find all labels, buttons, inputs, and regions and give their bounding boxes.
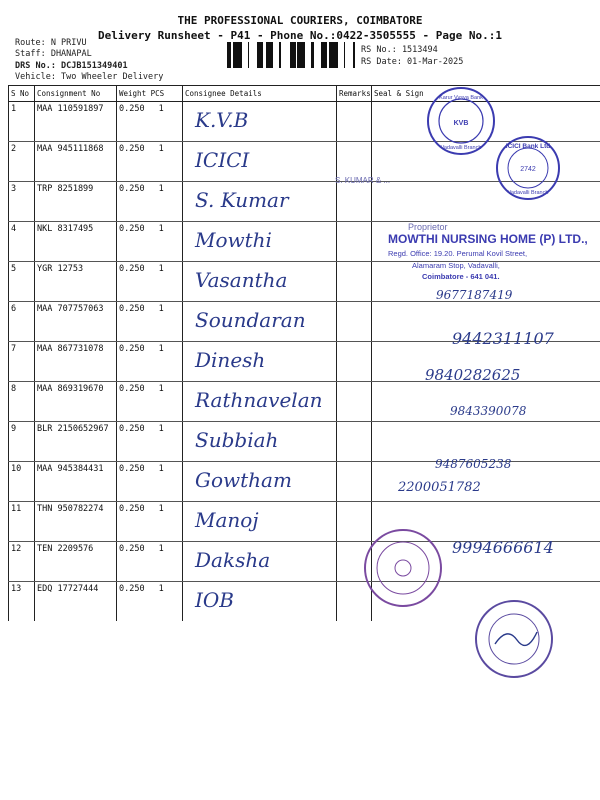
cell-consignment: TRP 8251899 [35, 182, 117, 222]
consignee-signature: Dinesh [195, 348, 266, 372]
cell-sno: 7 [9, 342, 35, 382]
cell-pcs: 1 [158, 504, 164, 514]
col-pcs-header: PCS [150, 89, 165, 98]
col-seal-header: Seal & Sign [372, 86, 600, 102]
nursing-home-address-3: Coimbatore - 641 041. [422, 272, 500, 281]
cell-consignee [183, 222, 337, 262]
consignee-signature: Soundaran [195, 308, 306, 332]
cell-pcs: 1 [158, 104, 164, 114]
phone-r11: 9994666614 [452, 538, 554, 557]
col-remarks-header: Remarks [337, 86, 372, 102]
cell-consignment: BLR 2150652967 [35, 422, 117, 462]
seal-stamp-purple-icon [362, 527, 444, 609]
cell-consignee [183, 102, 337, 142]
consignee-signature: IOB [195, 588, 234, 612]
svg-text:KVB: KVB [453, 120, 469, 127]
cell-consignee [183, 582, 337, 622]
cell-pcs: 1 [158, 424, 164, 434]
cell-pcs: 1 [158, 224, 164, 234]
drs-number: DRS No.: DCJB151349401 [15, 61, 128, 71]
cell-consignee [183, 462, 337, 502]
cell-pcs: 1 [158, 544, 164, 554]
cell-remarks [337, 182, 372, 222]
phone-r10: 2200051782 [398, 480, 481, 495]
consignee-signature: Vasantha [195, 268, 288, 292]
cell-sno: 2 [9, 142, 35, 182]
rs-number: RS No.: 1513494 [361, 45, 438, 55]
cell-consignment: NKL 8317495 [35, 222, 117, 262]
table-row [9, 502, 600, 542]
cell-weight-pcs [117, 382, 183, 422]
cell-consignment: TEN 2209576 [35, 542, 117, 582]
cell-remarks [337, 342, 372, 382]
cell-consignment: MAA 945111868 [35, 142, 117, 182]
consignee-signature: Subbiah [195, 428, 279, 452]
cell-pcs: 1 [158, 184, 164, 194]
rs-date: RS Date: 01-Mar-2025 [361, 57, 464, 67]
cell-consignee [183, 342, 337, 382]
row3-faint-stamp: S. KUMAR & ... [335, 176, 391, 185]
consignee-signature: Daksha [195, 548, 271, 572]
cell-remarks [337, 262, 372, 302]
svg-text:2742: 2742 [520, 166, 536, 173]
table-header-row [9, 86, 600, 102]
cell-sno: 5 [9, 262, 35, 302]
nursing-home-name: MOWTHI NURSING HOME (P) LTD., [388, 232, 588, 246]
icici-stamp-icon [495, 135, 561, 201]
consignee-signature: S. Kumar [195, 188, 289, 212]
cell-consignee [183, 382, 337, 422]
cell-consignment: MAA 945384431 [35, 462, 117, 502]
cell-weight-pcs [117, 142, 183, 182]
cell-sno: 1 [9, 102, 35, 142]
nursing-home-address-1: Regd. Office: 19.20. Perumal Kovil Street, [388, 249, 528, 258]
cell-weight: 0.250 [119, 384, 145, 394]
cell-weight: 0.250 [119, 504, 145, 514]
cell-sno: 8 [9, 382, 35, 422]
consignee-signature: Rathnavelan [195, 388, 323, 412]
cell-pcs: 1 [158, 584, 164, 594]
runsheet-title: Delivery Runsheet - P41 - Phone No.:0422-3505555 - Page No.:1 [98, 29, 502, 42]
company-title: THE PROFESSIONAL COURIERS, COIMBATORE [177, 14, 423, 27]
cell-consignee [183, 542, 337, 582]
cell-weight: 0.250 [119, 304, 145, 314]
cell-weight-pcs [117, 342, 183, 382]
cell-sno: 6 [9, 302, 35, 342]
cell-weight-pcs [117, 182, 183, 222]
cell-consignee [183, 262, 337, 302]
consignee-signature: Mowthi [195, 228, 272, 252]
staff-label: Staff: DHANAPAL [15, 49, 92, 59]
consignee-signature: Gowtham [195, 468, 292, 492]
cell-consignment: MAA 110591897 [35, 102, 117, 142]
cell-weight: 0.250 [119, 424, 145, 434]
cell-remarks [337, 222, 372, 262]
cell-remarks [337, 302, 372, 342]
cell-sno: 4 [9, 222, 35, 262]
cell-weight-pcs [117, 462, 183, 502]
cell-weight-pcs [117, 422, 183, 462]
consignee-signature: Manoj [195, 508, 259, 532]
cell-consignment: THN 950782274 [35, 502, 117, 542]
cell-remarks [337, 102, 372, 142]
cell-remarks [337, 382, 372, 422]
seal-stamp-bottom-icon [473, 598, 555, 680]
cell-weight-pcs [117, 542, 183, 582]
cell-weight: 0.250 [119, 184, 145, 194]
cell-weight: 0.250 [119, 104, 145, 114]
cell-pcs: 1 [158, 384, 164, 394]
cell-consignee [183, 422, 337, 462]
col-details-header: Consignee Details [183, 86, 337, 102]
cell-sno: 9 [9, 422, 35, 462]
cell-pcs: 1 [158, 304, 164, 314]
cell-seal [372, 182, 600, 222]
cell-consignment: MAA 869319670 [35, 382, 117, 422]
cell-sno: 11 [9, 502, 35, 542]
cell-sno: 13 [9, 582, 35, 622]
cell-consignment: EDQ 17727444 [35, 582, 117, 622]
cell-weight-pcs [117, 262, 183, 302]
consignee-signature: ICICI [195, 148, 250, 172]
cell-weight: 0.250 [119, 224, 145, 234]
col-weight-pcs-header [117, 86, 183, 102]
cell-sno: 12 [9, 542, 35, 582]
col-consignment-header: Consignment No [35, 86, 117, 102]
cell-sno: 10 [9, 462, 35, 502]
consignee-signature: K.V.B [195, 108, 249, 132]
cell-consignment: MAA 867731078 [35, 342, 117, 382]
cell-pcs: 1 [158, 264, 164, 274]
cell-pcs: 1 [158, 464, 164, 474]
cell-weight: 0.250 [119, 264, 145, 274]
barcode-icon [227, 42, 355, 68]
cell-consignment: YGR 12753 [35, 262, 117, 302]
cell-weight-pcs [117, 582, 183, 622]
proprietor-label: Proprietor [408, 222, 448, 232]
cell-consignee [183, 502, 337, 542]
phone-r8: 9843390078 [450, 404, 527, 418]
phone-r6: 9442311107 [452, 329, 554, 348]
cell-seal [372, 422, 600, 462]
cell-weight: 0.250 [119, 144, 145, 154]
col-weight-header: Weight [119, 89, 147, 98]
table-row [9, 422, 600, 462]
cell-weight-pcs [117, 102, 183, 142]
cell-weight-pcs [117, 502, 183, 542]
phone-r5: 9677187419 [436, 288, 513, 302]
phone-r9: 9487605238 [435, 457, 512, 471]
cell-pcs: 1 [158, 144, 164, 154]
cell-weight-pcs [117, 302, 183, 342]
phone-r7: 9840282625 [425, 366, 521, 384]
cell-remarks [337, 422, 372, 462]
kvb-stamp-icon [425, 85, 497, 157]
svg-text:Karur Vysya Bank: Karur Vysya Bank [439, 95, 483, 101]
cell-consignee [183, 302, 337, 342]
svg-text:Vadavalli Branch: Vadavalli Branch [440, 145, 482, 151]
cell-pcs: 1 [158, 344, 164, 354]
col-sno-header: S No [9, 86, 35, 102]
route-label: Route: N PRIVU [15, 38, 87, 48]
cell-weight: 0.250 [119, 464, 145, 474]
cell-weight: 0.250 [119, 544, 145, 554]
cell-sno: 3 [9, 182, 35, 222]
cell-weight: 0.250 [119, 344, 145, 354]
svg-text:ICICI Bank Ltd: ICICI Bank Ltd [505, 143, 551, 150]
cell-consignment: MAA 707757063 [35, 302, 117, 342]
svg-text:Vadavalli Branch: Vadavalli Branch [507, 190, 549, 196]
cell-remarks [337, 462, 372, 502]
vehicle-label: Vehicle: Two Wheeler Delivery [15, 72, 164, 82]
cell-consignee [183, 142, 337, 182]
nursing-home-address-2: Alamaram Stop, Vadavalli, [412, 261, 500, 270]
nursing-home-stamp [388, 232, 588, 281]
cell-consignee [183, 182, 337, 222]
cell-weight-pcs [117, 222, 183, 262]
cell-weight: 0.250 [119, 584, 145, 594]
